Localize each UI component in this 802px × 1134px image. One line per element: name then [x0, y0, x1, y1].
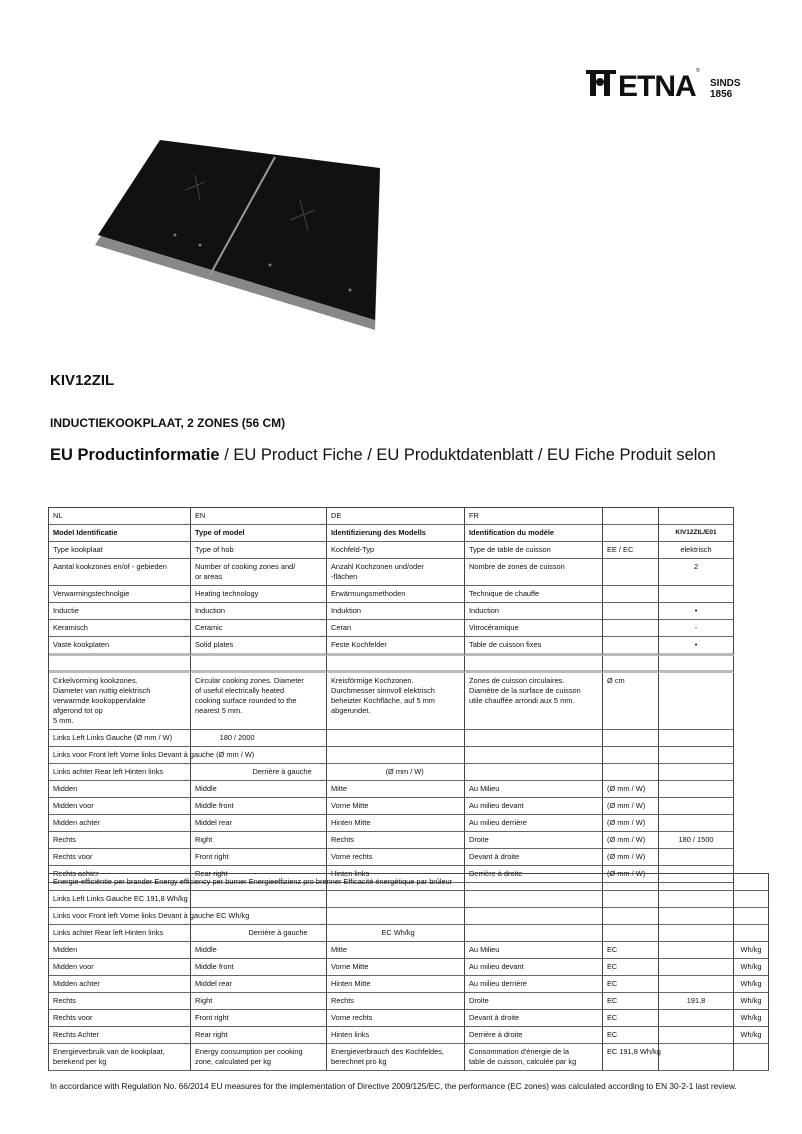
product-subtitle: INDUCTIEKOOKPLAAT, 2 ZONES (56 CM) — [50, 416, 286, 430]
table-cell — [465, 891, 603, 908]
table-cell: Middle front — [191, 798, 327, 815]
table-cell: Au Milieu — [465, 942, 603, 959]
table-cell — [603, 507, 659, 525]
table-cell: Rechts achter — [49, 866, 191, 883]
table-cell: Induction — [465, 603, 603, 620]
table-cell: Vorne Mitte — [327, 798, 465, 815]
table-cell: Heating technology — [191, 586, 327, 603]
table-row — [48, 730, 734, 747]
table-row — [48, 747, 734, 764]
table-cell: Wh/kg — [734, 1027, 769, 1044]
table-cell: Middle — [191, 781, 327, 798]
table-cell: Aantal kookzones en/of - gebieden — [49, 559, 191, 586]
table-cell: Middel rear — [191, 815, 327, 832]
table-row — [48, 959, 769, 976]
table-cell: EC 191,8 Wh/kg — [603, 1044, 659, 1071]
product-image-induction-hob — [90, 135, 390, 335]
table-cell: Type of model — [191, 525, 327, 542]
table-cell — [659, 730, 734, 747]
table-cell: Ø cm — [603, 673, 659, 730]
table-cell: Energieverbrauch des Kochfeldes, berechnet pro kg — [327, 1044, 465, 1071]
table-cell: Au milieu derrière — [465, 976, 603, 993]
table-cell: 191,8 — [659, 993, 734, 1010]
table-cell: Wh/kg — [734, 976, 769, 993]
table-cell — [659, 764, 734, 781]
table-cell: Number of cooking zones and/ or areas — [191, 559, 327, 586]
table-cell: Rear right — [191, 1027, 327, 1044]
table-cell: EC — [603, 1027, 659, 1044]
table-row — [48, 849, 734, 866]
table-cell — [659, 925, 734, 942]
table-cell — [603, 764, 659, 781]
table-cell: Rechts voor — [49, 1010, 191, 1027]
table-cell: EC — [603, 959, 659, 976]
table-cell — [327, 730, 465, 747]
table-cell: Ceramic — [191, 620, 327, 637]
table-row — [48, 891, 769, 908]
table-cell: Links Left Links Gauche (Ø mm / W) — [49, 730, 191, 747]
svg-text:SINDS: SINDS — [710, 78, 741, 89]
table-cell — [659, 1027, 734, 1044]
table-cell — [603, 891, 659, 908]
table-cell: Droite — [465, 993, 603, 1010]
table-cell: • — [659, 603, 734, 620]
svg-text:1856: 1856 — [710, 89, 733, 100]
table-row — [48, 873, 769, 891]
table-row — [48, 1027, 769, 1044]
table-cell: (Ø mm / W) — [603, 815, 659, 832]
table-row — [48, 656, 734, 673]
product-fiche-table-power — [48, 507, 734, 883]
table-cell: Zones de cuisson circulaires. Diamètre de la surface de cuisson utile chauffée arrondi aux 5 mm. — [465, 673, 603, 730]
table-cell — [734, 873, 769, 891]
table-row — [48, 925, 769, 942]
fiche-heading — [50, 446, 716, 465]
table-cell — [659, 673, 734, 730]
table-cell — [603, 747, 659, 764]
table-row — [48, 603, 734, 620]
table-row — [48, 798, 734, 815]
table-cell: Type of hob — [191, 542, 327, 559]
table-cell: • — [659, 637, 734, 656]
table-cell — [659, 656, 734, 673]
table-cell: 180 / 2000 — [191, 730, 327, 747]
table-cell: Vorne rechts — [327, 1010, 465, 1027]
table-cell: Verwarmingstechnolgie — [49, 586, 191, 603]
table-cell: Induction — [191, 603, 327, 620]
table-cell: Middle — [191, 942, 327, 959]
svg-text:ETNA: ETNA — [618, 70, 696, 103]
table-cell — [659, 976, 734, 993]
table-cell: (Ø mm / W) — [603, 866, 659, 883]
table-row — [48, 559, 734, 586]
table-cell: Midden achter — [49, 815, 191, 832]
table-cell — [659, 873, 734, 891]
product-fiche-table-efficiency — [48, 873, 769, 1071]
table-cell: Front right — [191, 1010, 327, 1027]
table-row — [48, 673, 734, 730]
table-cell: Wh/kg — [734, 959, 769, 976]
table-cell — [191, 656, 327, 673]
table-cell — [327, 747, 465, 764]
table-cell: Energy consumption per cooking zone, calculated per kg — [191, 1044, 327, 1071]
table-cell — [659, 507, 734, 525]
table-cell: EN — [191, 507, 327, 525]
table-cell: Links voor Front left Vorne links Devant à gauche EC Wh/kg — [49, 908, 191, 925]
table-cell — [327, 908, 465, 925]
table-cell: Vorne Mitte — [327, 959, 465, 976]
table-cell: Devant à droite — [465, 1010, 603, 1027]
etna-logo-mark — [584, 62, 764, 106]
table-cell: Circular cooking zones. Diameter of useful electrically heated cooking surface rounded to the nearest 5 mm. — [191, 673, 327, 730]
table-row — [48, 993, 769, 1010]
table-cell — [603, 620, 659, 637]
table-cell — [734, 1044, 769, 1071]
table-cell — [49, 656, 191, 673]
table-cell: Type kookplaat — [49, 542, 191, 559]
table-cell — [603, 925, 659, 942]
table-cell — [603, 730, 659, 747]
table-cell: Middle front — [191, 959, 327, 976]
table-cell — [603, 656, 659, 673]
table-cell — [659, 798, 734, 815]
table-cell: Feste Kochfelder — [327, 637, 465, 656]
table-row — [48, 586, 734, 603]
table-cell: (Ø mm / W) — [603, 798, 659, 815]
table-row — [48, 815, 734, 832]
table-row — [48, 507, 734, 525]
table-cell — [465, 656, 603, 673]
table-cell — [603, 559, 659, 586]
table-cell: (Ø mm / W) — [603, 849, 659, 866]
table-cell: Wh/kg — [734, 942, 769, 959]
table-cell: Wh/kg — [734, 1010, 769, 1027]
table-cell — [603, 873, 659, 891]
table-row — [48, 764, 734, 781]
table-cell: Nombre de zones de cuisson — [465, 559, 603, 586]
table-cell: Keramisch — [49, 620, 191, 637]
table-cell: FR — [465, 507, 603, 525]
table-row — [48, 942, 769, 959]
table-cell — [603, 908, 659, 925]
fiche-heading-rest: / EU Product Fiche / EU Produktdatenblatt / EU Fiche Produit selon — [219, 446, 716, 464]
table-row — [48, 1044, 769, 1071]
table-cell: Mitte — [327, 781, 465, 798]
table-row — [48, 832, 734, 849]
table-cell — [465, 925, 603, 942]
table-cell: Rechts voor — [49, 849, 191, 866]
table-cell: Au Milieu — [465, 781, 603, 798]
table-cell: Au milieu devant — [465, 798, 603, 815]
table-cell: Vaste kookplaten — [49, 637, 191, 656]
table-cell: Midden achter — [49, 976, 191, 993]
table-cell — [465, 747, 603, 764]
table-cell: Middel rear — [191, 976, 327, 993]
table-cell: Anzahl Kochzonen und/oder -flächen — [327, 559, 465, 586]
table-cell: Rear right — [191, 866, 327, 883]
table-cell: Links Left Links Gauche EC 191,8 Wh/kg — [49, 891, 191, 908]
table-row — [48, 620, 734, 637]
table-cell: Ceran — [327, 620, 465, 637]
table-cell — [465, 730, 603, 747]
table-cell: Erwärmungsmethoden — [327, 586, 465, 603]
table-cell — [659, 908, 734, 925]
table-cell: Cirkelvorming kookzones. Diameter van nuttig elektrisch verwarmde kookoppervlakte afgerond tot op 5 mm. — [49, 673, 191, 730]
table-row — [48, 525, 734, 542]
table-cell: Inductie — [49, 603, 191, 620]
table-cell: Rechts — [327, 993, 465, 1010]
table-cell: Vorne rechts — [327, 849, 465, 866]
table-cell: - — [659, 620, 734, 637]
table-cell: Devant à droite — [465, 849, 603, 866]
table-cell: Links voor Front left Vorne links Devant à gauche (Ø mm / W) — [49, 747, 191, 764]
table-cell: Rechts Achter — [49, 1027, 191, 1044]
table-cell — [465, 873, 603, 891]
table-cell: EC — [603, 993, 659, 1010]
table-cell: Rechts — [49, 832, 191, 849]
table-cell — [327, 891, 465, 908]
table-cell: Hinten links — [327, 1027, 465, 1044]
table-cell: Hinten links — [327, 866, 465, 883]
table-cell — [659, 1044, 734, 1071]
table-cell: Links achter Rear left Hinten links — [49, 925, 191, 942]
table-row — [48, 637, 734, 656]
table-cell — [659, 849, 734, 866]
regulation-footnote: In accordance with Regulation No. 66/2014 EU measures for the implementation of Directive 2009/125/EC, the performance (EC zones) was calculated according to EN 30-2-1 last review. — [50, 1081, 737, 1091]
table-cell: Front right — [191, 849, 327, 866]
table-cell: EC — [603, 942, 659, 959]
table-cell: (Ø mm / W) — [603, 832, 659, 849]
table-cell: Wh/kg — [734, 993, 769, 1010]
table-cell — [465, 764, 603, 781]
table-cell — [659, 891, 734, 908]
table-cell: Au milieu derrière — [465, 815, 603, 832]
table-cell: Kochfeld-Typ — [327, 542, 465, 559]
table-cell: Energie-efficiëntie per brander Energy efficiency per burner Energieeffizienz pro brenner Efficacité énergétique par brûleur — [49, 873, 191, 891]
table-cell: Energieverbruik van de kookplaat, berekend per kg — [49, 1044, 191, 1071]
table-cell: Midden voor — [49, 959, 191, 976]
table-cell: Au milieu devant — [465, 959, 603, 976]
table-cell — [659, 959, 734, 976]
table-cell: EC — [603, 976, 659, 993]
table-cell: Derrière à gauche (Ø mm / W) — [191, 764, 327, 781]
table-cell: Identification du modèle — [465, 525, 603, 542]
table-cell — [734, 925, 769, 942]
table-cell — [659, 747, 734, 764]
table-cell: Droite — [465, 832, 603, 849]
table-row — [48, 976, 769, 993]
table-cell — [465, 908, 603, 925]
table-cell: Rechts — [49, 993, 191, 1010]
table-cell — [659, 1010, 734, 1027]
table-cell — [327, 656, 465, 673]
table-cell: Hinten Mitte — [327, 976, 465, 993]
table-cell: Model Identificatie — [49, 525, 191, 542]
table-cell: Identifizierung des Modells — [327, 525, 465, 542]
table-cell: 2 — [659, 559, 734, 586]
table-cell: DE — [327, 507, 465, 525]
table-cell: Derrière à droite — [465, 866, 603, 883]
table-cell: Technique de chauffe — [465, 586, 603, 603]
svg-text:®: ® — [696, 68, 700, 74]
table-cell: KIV12ZIL/E01 — [659, 525, 734, 542]
table-cell: NL — [49, 507, 191, 525]
table-cell: Hinten Mitte — [327, 815, 465, 832]
fiche-heading-bold: EU Productinformatie — [50, 446, 220, 464]
table-cell — [659, 942, 734, 959]
table-cell: Right — [191, 993, 327, 1010]
table-cell: Derrière à droite — [465, 1027, 603, 1044]
etna-logo — [584, 62, 764, 106]
table-cell: Midden voor — [49, 798, 191, 815]
table-cell: EE / EC — [603, 542, 659, 559]
table-cell: Table de cuisson fixes — [465, 637, 603, 656]
table-cell: Induktion — [327, 603, 465, 620]
table-cell: EC — [603, 1010, 659, 1027]
table-cell — [734, 908, 769, 925]
table-row — [48, 781, 734, 798]
table-cell — [603, 637, 659, 656]
table-cell: Solid plates — [191, 637, 327, 656]
table-cell — [603, 603, 659, 620]
table-cell: 180 / 1500 — [659, 832, 734, 849]
table-cell — [734, 891, 769, 908]
table-cell — [191, 891, 327, 908]
table-cell — [603, 525, 659, 542]
model-number: KIV12ZIL — [50, 372, 115, 389]
table-cell: Rechts — [327, 832, 465, 849]
table-cell: Kreisförmige Kochzonen. Durchmesser sinnvoll elektrisch beheizter Kochfläche, auf 5 mm abgerundet. — [327, 673, 465, 730]
table-cell: Type de table de cuisson — [465, 542, 603, 559]
table-cell: Right — [191, 832, 327, 849]
table-row — [48, 542, 734, 559]
table-cell: Consommation d'énergie de la table de cuisson, calculée par kg — [465, 1044, 603, 1071]
table-cell — [603, 586, 659, 603]
table-cell — [659, 815, 734, 832]
table-cell: (Ø mm / W) — [603, 781, 659, 798]
table-cell: Midden — [49, 781, 191, 798]
table-cell: Links achter Rear left Hinten links — [49, 764, 191, 781]
table-cell — [659, 586, 734, 603]
table-cell: Derrière à gauche EC Wh/kg — [191, 925, 327, 942]
table-row — [48, 1010, 769, 1027]
table-cell: Vitrocéramique — [465, 620, 603, 637]
table-cell: Midden — [49, 942, 191, 959]
table-cell: Mitte — [327, 942, 465, 959]
table-cell: elektrisch — [659, 542, 734, 559]
table-row — [48, 908, 769, 925]
table-cell — [659, 781, 734, 798]
